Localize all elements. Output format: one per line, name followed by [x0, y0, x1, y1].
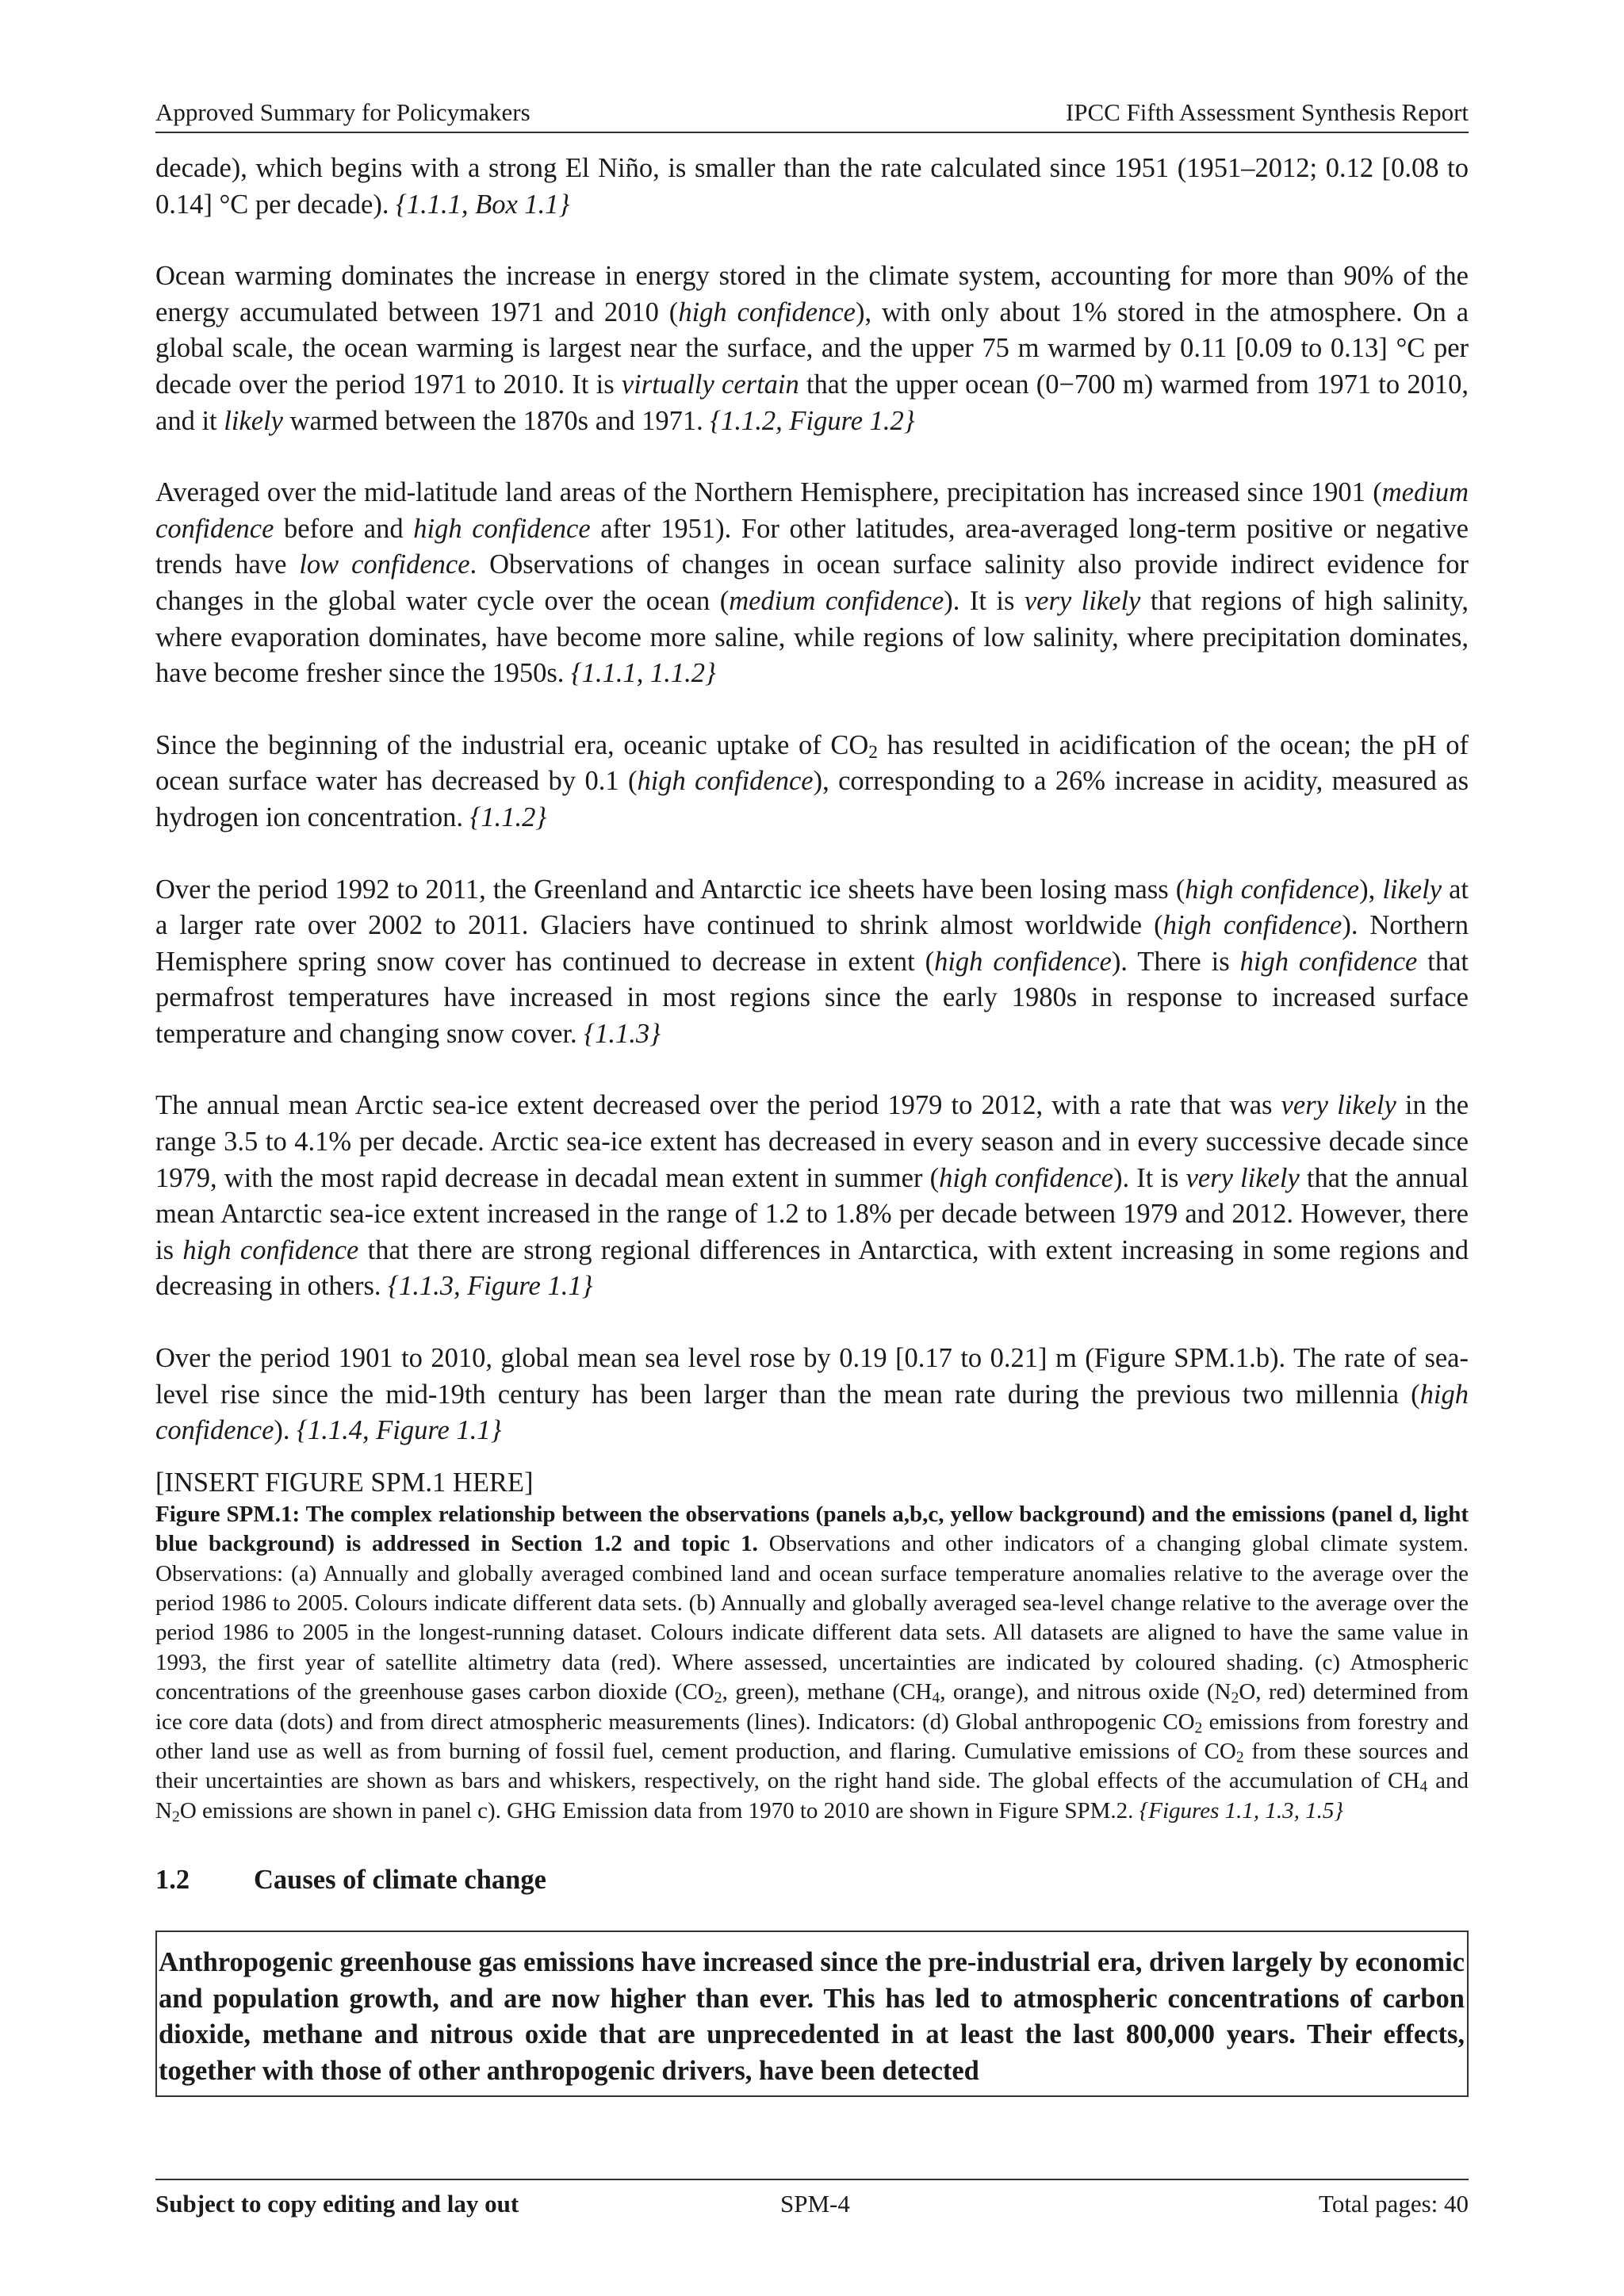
paragraph-6: The annual mean Arctic sea-ice extent decreased over the period 1979 to 2012, with a rate that was very likely in the range 3.5 to 4.1% per decade. Arctic sea-ice extent has decreased in every season and in every successive decade since 1979, with the most rapid decrease in decadal mean extent in summer (high confidence). It is very likely that the annual mean Antarctic sea-ice extent increased in the range of 1.2 to 1.8% per decade between 1979 and 2012. However, there is high confidence that there are strong regional differences in Antarctica, with extent increasing in some regions and decreasing in others. {1.1.3, Figure 1.1}: [155, 1090, 1469, 1302]
page-header: [155, 94, 1469, 133]
paragraph-7: Over the period 1901 to 2010, global mean sea level rose by 0.19 [0.17 to 0.21] m (Figure SPM.1.b). The rate of sea-level rise since the mid-19th century has been larger than the mean rate during the previous two millennia (high confidence). {1.1.4, Figure 1.1}: [155, 1343, 1469, 1446]
figure-caption-title: Figure SPM.1: The complex relationship between the observations (panels a,b,c, yellow background) and the emissions (panel d, light blue background) is addressed in Section 1.2 and topic 1.: [155, 1501, 1469, 1557]
header-right: IPCC Fifth Assessment Synthesis Report: [1065, 98, 1469, 126]
section-heading: [155, 1862, 1469, 1897]
reference: {1.1.3}: [584, 1018, 661, 1049]
paragraph-1: decade), which begins with a strong El Niño, is smaller than the rate calculated since 1951 (1951–2012; 0.12 [0.08 to 0.14] °C per decade). {1.1.1, Box 1.1}: [155, 153, 1469, 220]
page-body: [155, 151, 1469, 2097]
paragraph-4: Since the beginning of the industrial era, oceanic uptake of $CO_2$ has resulted in acidification of the ocean; the pH of ocean surface water has decreased by 0.1 (high confidence), corresponding to a 26% increase in acidity, measured as hydrogen ion concentration. {1.1.2}: [155, 729, 1469, 832]
reference: {1.1.1, Box 1.1}: [396, 189, 570, 220]
key-finding-text: Anthropogenic greenhouse gas emissions have increased since the pre-industrial era, driven largely by economic and population growth, and are now higher than ever. This has led to atmospheric concentrations of carbon dioxide, methane and nitrous oxide that are unprecedented in at least the last 800,000 years. Their effects, together with those of other anthropogenic drivers, have been detected: [159, 1947, 1465, 2087]
reference: {1.1.2}: [469, 802, 547, 832]
page-footer: [155, 2179, 1469, 2223]
reference: {Figures 1.1, 1.3, 1.5}: [1139, 1797, 1343, 1823]
section-number: 1.2: [155, 1865, 190, 1896]
header-left: Approved Summary for Policymakers: [155, 98, 530, 126]
page-number: SPM-4: [780, 2190, 850, 2218]
reference: {1.1.3, Figure 1.1}: [388, 1271, 593, 1302]
figure-caption: Figure SPM.1: The complex relationship between the observations (panels a,b,c, yellow background) and the emissions (panel d, light blue background) is addressed in Section 1.2 and topic 1. Observations and other indicators of a changing global climate system. Observations: (a) Annually and globally averaged combined land and ocean surface temperature anomalies relative to the average over the period 1986 to 2005. Colours indicate different data sets. (b) Annually and globally averaged sea-level change relative to the average over the period 1986 to 2005 in the longest-running dataset. Colours indicate different data sets. All datasets are aligned to have the same value in 1993, the first year of satellite altimetry data (red). Where assessed, uncertainties are indicated by coloured shading. (c) Atmospheric concentrations of the greenhouse gases carbon dioxide ($CO_2$, green), methane ($CH_4$, orange), and nitrous oxide ($N_2O$, red) determined from ice core data (dots) and from direct atmospheric measurements (lines). Indicators: (d) Global anthropogenic $CO_2$ emissions from forestry and other land use as well as from burning of fossil fuel, cement production, and flaring. Cumulative emissions of $CO_2$ from these sources and their uncertainties are shown as bars and whiskers, respectively, on the right hand side. The global effects of the accumulation of $CH_4$ and $N_2O$ emissions are shown in panel c). GHG Emission data from 1970 to 2010 are shown in Figure SPM.2. {Figures 1.1, 1.3, 1.5}: [155, 1501, 1469, 1826]
footer-right: Total pages: 40: [1319, 2190, 1469, 2218]
paragraph-3: Averaged over the mid-latitude land areas of the Northern Hemisphere, precipitation has increased since 1901 (medium confidence before and high confidence after 1951). For other latitudes, area-averaged long-term positive or negative trends have low confidence. Observations of changes in ocean surface salinity also provide indirect evidence for changes in the global water cycle over the ocean (medium confidence). It is very likely that regions of high salinity, where evaporation dominates, have become more saline, while regions of low salinity, where precipitation dominates, have become fresher since the 1950s. {1.1.1, 1.1.2}: [155, 477, 1469, 689]
section-title: Causes of climate change: [254, 1865, 546, 1896]
paragraph-5: Over the period 1992 to 2011, the Greenland and Antarctic ice sheets have been losing mass (high confidence), likely at a larger rate over 2002 to 2011. Glaciers have continued to shrink almost worldwide (high confidence). Northern Hemisphere spring snow cover has continued to decrease in extent (high confidence). There is high confidence that permafrost temperatures have increased in most regions since the early 1980s in response to increased surface temperature and changing snow cover. {1.1.3}: [155, 874, 1469, 1049]
paragraph-2: Ocean warming dominates the increase in energy stored in the climate system, accounting for more than 90% of the energy accumulated between 1971 and 2010 (high confidence), with only about 1% stored in the atmosphere. On a global scale, the ocean warming is largest near the surface, and the upper 75 m warmed by 0.11 [0.09 to 0.13] °C per decade over the period 1971 to 2010. It is virtually certain that the upper ocean (0−700 m) warmed from 1971 to 2010, and it likely warmed between the 1870s and 1971. {1.1.2, Figure 1.2}: [155, 261, 1469, 436]
reference: {1.1.2, Figure 1.2}: [710, 405, 915, 436]
reference: {1.1.1, 1.1.2}: [571, 658, 716, 689]
figure-placeholder: [INSERT FIGURE SPM.1 HERE]: [155, 1467, 534, 1498]
key-finding-box: [155, 1931, 1469, 2097]
footer-left: Subject to copy editing and lay out: [155, 2190, 519, 2218]
reference: {1.1.4, Figure 1.1}: [297, 1415, 502, 1446]
